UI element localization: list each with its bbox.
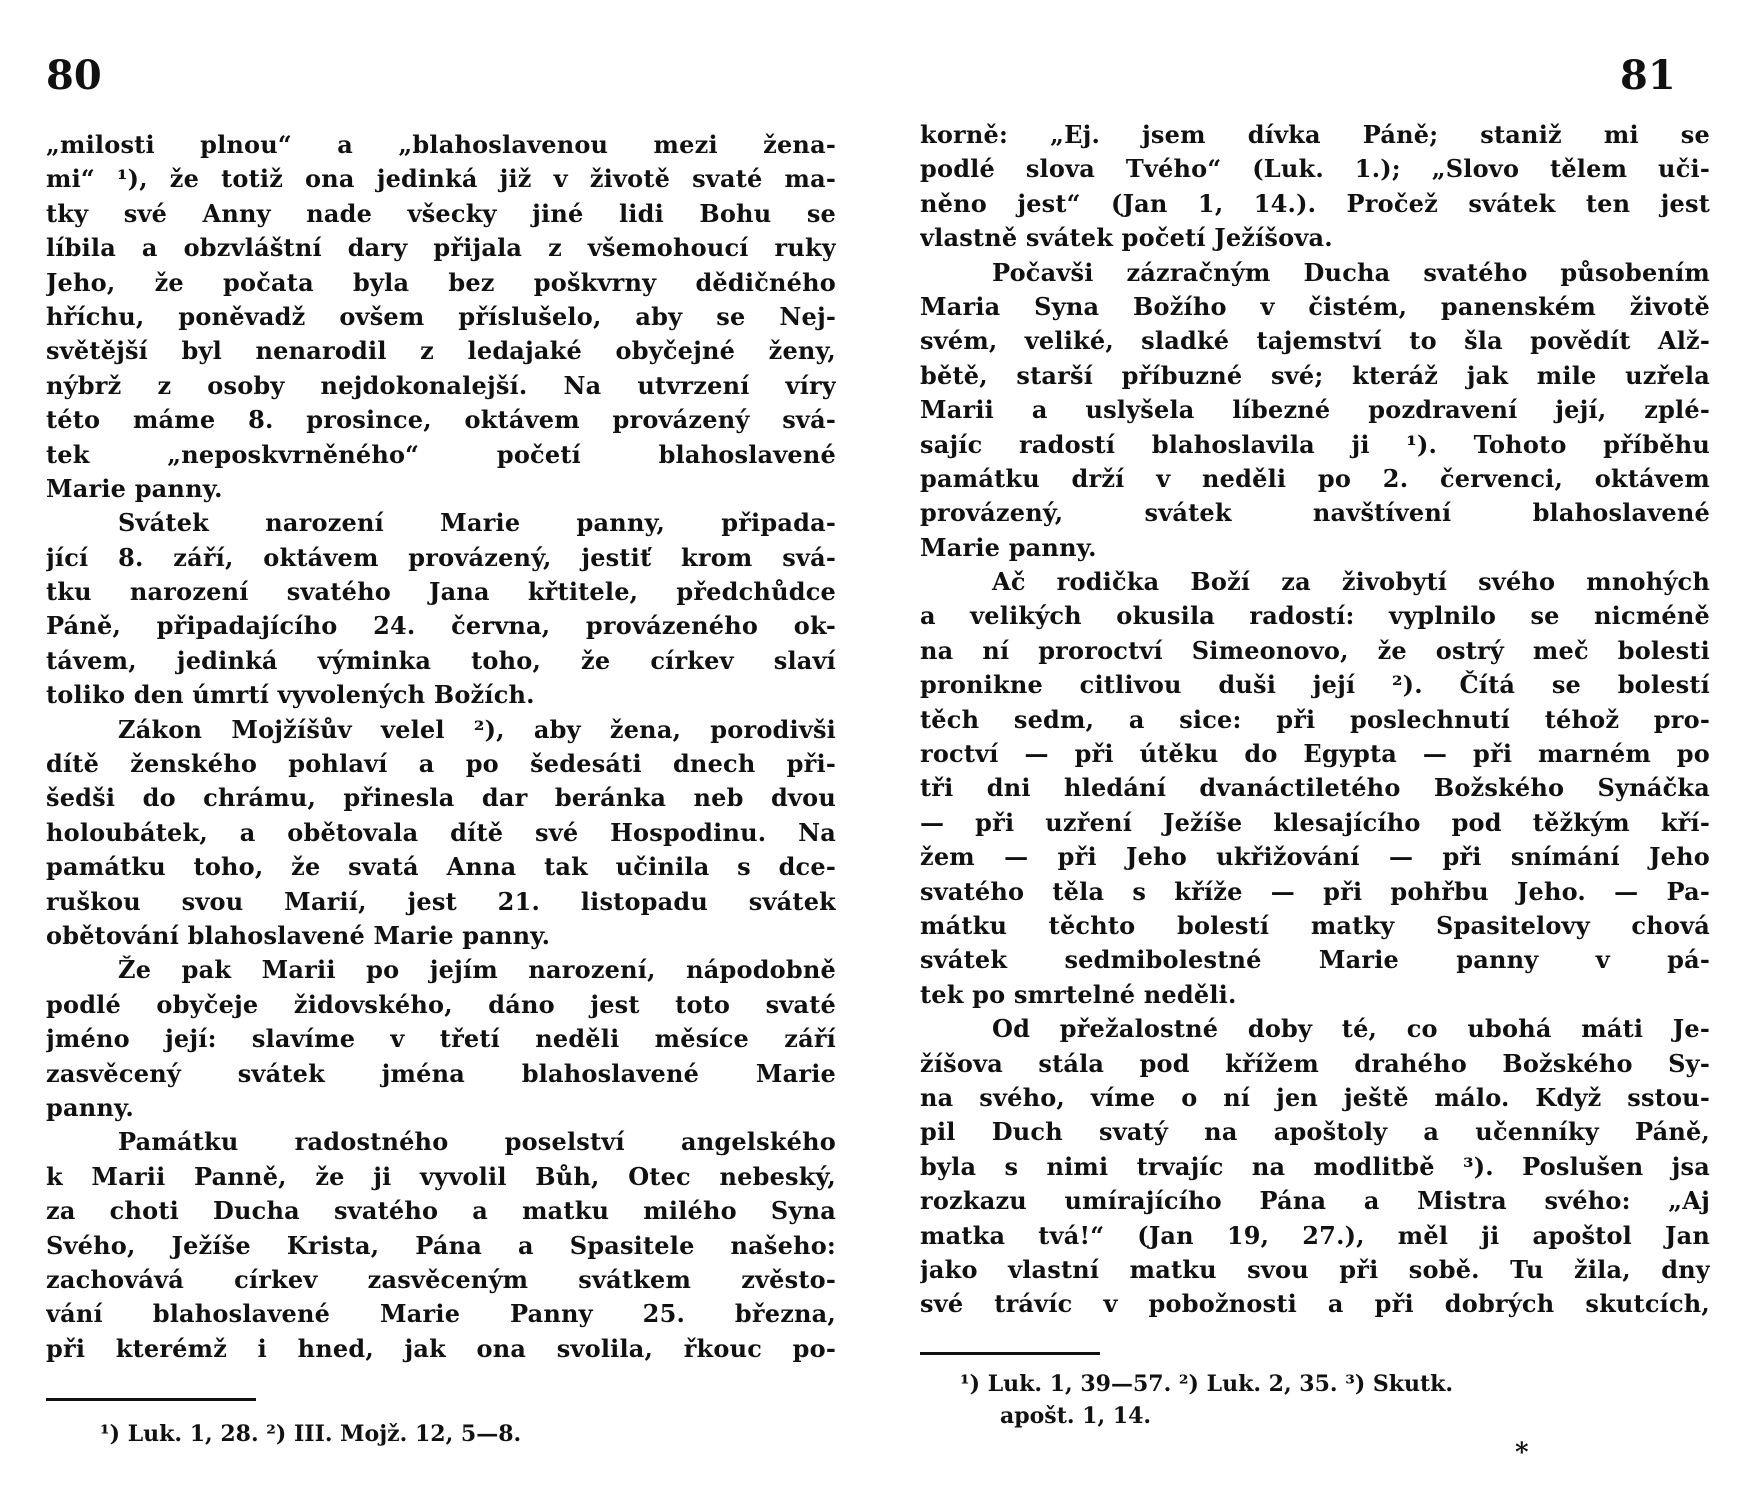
text-line: šedši do chrámu, přinesla dar beránka neb dvou [46,783,836,813]
text-line: Od přežalostné doby té, co ubohá máti Je- [992,1014,1710,1044]
text-line: roctví — při útěku do Egypta — při marném po [920,739,1710,769]
text-line: svatého těla s kříže — při pohřbu Jeho. — Pa- [920,876,1710,906]
text-line: Jeho, že počata byla bez poškvrny dědičného [46,267,836,297]
text-line: svátek sedmibolestné Marie panny v pá- [920,945,1710,975]
text-line: líbila a obzvláštní dary přijala z všemohoucí ruky [46,233,836,263]
text-line: a velikých okusila radostí: vyplnilo se nicméně [920,601,1710,631]
text-line: tku narození svatého Jana křtitele, předchůdce [46,577,836,607]
right-page-text-column [920,118,1710,1322]
text-line: mi“ ¹), že totiž ona jedinká již v životě svaté ma- [46,164,836,194]
text-line: tky své Anny nade všecky jiné lidi Bohu se [46,198,836,228]
text-line: Svého, Ježíše Krista, Pána a Spasitele našeho: [46,1230,836,1260]
text-line: památku drží v neděli po 2. červenci, oktávem [920,463,1710,493]
text-line: Že pak Marii po jejím narození, nápodobně [118,955,836,985]
text-line: Památku radostného poselství angelského [118,1127,836,1157]
text-line: byla s nimi trvajíc na modlitbě ³). Poslušen jsa [920,1151,1710,1181]
footnote-left: ¹) Luk. 1, 28. ²) III. Mojž. 12, 5—8. [100,1421,522,1447]
text-line: Ač rodička Boží za živobytí svého mnohých [992,567,1710,597]
text-line: své trávíc v pobožnosti a při dobrých skutcích, [920,1289,1710,1319]
text-line: zasvěcený svátek jména blahoslavené Marie [46,1058,836,1088]
text-line: vání blahoslavené Marie Panny 25. března, [46,1299,836,1329]
text-line: provázený, svátek navštívení blahoslavené [920,498,1710,528]
text-line: „milosti plnou“ a „blahoslavenou mezi žena- [46,130,836,159]
text-line: svém, veliké, sladké tajemství to šla povědít Alž- [920,326,1710,356]
footnote-rule-right [920,1352,1100,1355]
text-line: korně: „Ej. jsem dívka Páně; staniž mi se [920,120,1710,149]
text-line: památku toho, že svatá Anna tak učinila s dce- [46,852,836,882]
text-line: toliko den úmrtí vyvolených Božích. [46,680,535,710]
text-line: bětě, starší příbuzné své; kteráž jak mile uzřela [920,360,1710,390]
text-line: Marie panny. [46,473,223,503]
text-line: Marie panny. [920,532,1097,562]
left-page-text-column [46,128,836,1366]
text-line: této máme 8. prosince, oktávem provázený svá- [46,405,836,435]
page-number-left: 80 [46,52,102,99]
footnote-right-line-2: apošt. 1, 14. [1000,1403,1152,1429]
text-line: mátku těchto bolestí matky Spasitelovy chová [920,910,1710,940]
text-line: při kterémž i hned, jak ona svolila, řkouc po- [46,1333,836,1363]
text-line: k Marii Panně, že ji vyvolil Bůh, Otec nebeský, [46,1161,836,1191]
text-line: tek „neposkvrněného“ početí blahoslavené [46,439,836,469]
text-line: Svátek narození Marie panny, připada- [118,508,836,538]
text-line: na svého, víme o ní jen ještě málo. Když sstou- [920,1082,1710,1112]
text-line: jméno její: slavíme v třetí neděli měsíce září [46,1024,836,1054]
footnote-right-line-1: ¹) Luk. 1, 39—57. ²) Luk. 2, 35. ³) Skutk. [960,1371,1454,1397]
text-line: vlastně svátek početí Ježíšova. [920,223,1333,253]
text-line: pil Duch svatý na apoštoly a učenníky Páně, [920,1117,1710,1147]
text-line: žem — při Jeho ukřižování — při snímání Jeho [920,842,1710,872]
text-line: dítě ženského pohlaví a po šedesáti dnech při- [46,749,836,779]
text-line: Zákon Mojžíšův velel ²), aby žena, porodivši [118,714,836,744]
text-line: podlé slova Tvého“ (Luk. 1.); „Slovo tělem uči- [920,154,1710,184]
text-line: tek po smrtelné neděli. [920,979,1237,1009]
text-line: nýbrž z osoby nejdokonalejší. Na utvrzení víry [46,370,836,400]
footnote-rule-left [46,1398,256,1401]
text-line: podlé obyčeje židovského, dáno jest toto svaté [46,989,836,1019]
text-line: jako vlastní matku svou při sobě. Tu žila, dny [920,1254,1710,1284]
text-line: távem, jedinká výminka toho, že církev slaví [46,645,836,675]
text-line: hříchu, poněvadž ovšem příslušelo, aby se Nej- [46,301,836,331]
text-line: sajíc radostí blahoslavila ji ¹). Tohoto příběhu [920,429,1710,459]
text-line: těch sedm, a sice: při poslechnutí téhož pro- [920,704,1710,734]
text-line: Maria Syna Božího v čistém, panenském životě [920,291,1710,321]
text-line: pronikne citlivou duši její ²). Čítá se bolestí [920,670,1710,700]
text-line: rozkazu umírajícího Pána a Mistra svého: „Aj [920,1186,1710,1216]
text-line: za choti Ducha svatého a matku milého Syna [46,1196,836,1226]
text-line: tři dni hledání dvanáctiletého Božského Synáčka [920,773,1710,803]
text-line: panny. [46,1092,134,1122]
text-line: jící 8. září, oktávem provázený, jestiť krom svá- [46,542,836,572]
text-line: Marii a uslyšela líbezné pozdravení její, zplé- [920,395,1710,425]
text-line: obětování blahoslavené Marie panny. [46,920,551,950]
text-line: matka tvá!“ (Jan 19, 27.), měl ji apoštol Jan [920,1220,1710,1250]
text-line: — při uzření Ježíše klesajícího pod těžkým kří- [920,807,1710,837]
text-line: holoubátek, a obětovala dítě své Hospodinu. Na [46,817,836,847]
text-line: Páně, připadajícího 24. června, provázeného ok- [46,611,836,641]
signature-mark: * [1515,1438,1529,1468]
text-line: něno jest“ (Jan 1, 14.). Pročež svátek ten jest [920,188,1710,218]
text-line: ruškou svou Marií, jest 21. listopadu svátek [46,886,836,916]
page-number-right: 81 [1620,52,1676,99]
text-line: světější byl nenarodil z ledajaké obyčejné ženy, [46,336,836,366]
text-line: žíšova stála pod křížem drahého Božského Sy- [920,1048,1710,1078]
text-line: zachovává církev zasvěceným svátkem zvěsto- [46,1264,836,1294]
text-line: Počavši zázračným Ducha svatého působením [992,257,1710,287]
text-line: na ní proroctví Simeonovo, že ostrý meč bolesti [920,635,1710,665]
